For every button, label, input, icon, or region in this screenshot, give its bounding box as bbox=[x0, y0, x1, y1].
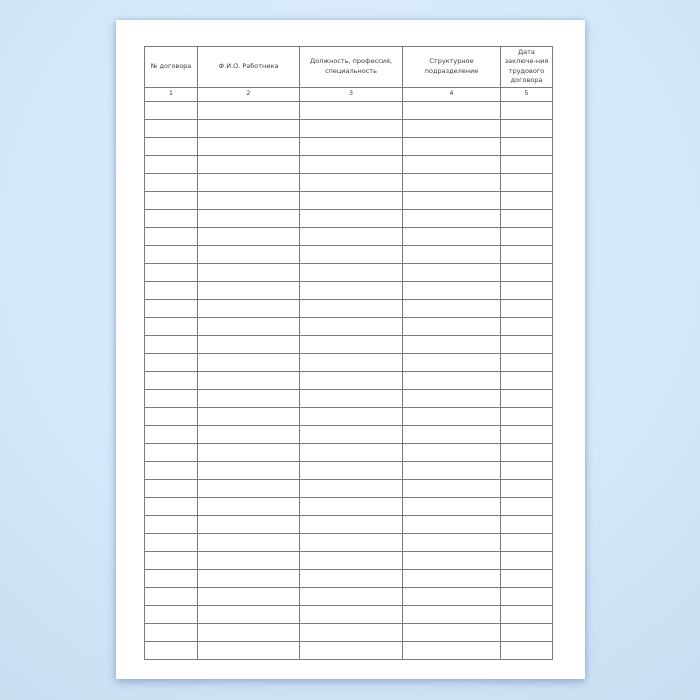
table-row bbox=[145, 173, 553, 191]
table-cell bbox=[300, 443, 403, 461]
table-cell bbox=[403, 371, 501, 389]
table-cell bbox=[145, 623, 198, 641]
table-cell bbox=[198, 605, 300, 623]
table-cell bbox=[145, 371, 198, 389]
table-cell bbox=[501, 497, 553, 515]
table-cell bbox=[300, 497, 403, 515]
table-cell bbox=[501, 533, 553, 551]
table-cell bbox=[300, 479, 403, 497]
table-cell bbox=[300, 137, 403, 155]
table-cell bbox=[403, 281, 501, 299]
table-cell bbox=[403, 227, 501, 245]
table-cell bbox=[300, 587, 403, 605]
table-cell bbox=[403, 209, 501, 227]
table-cell bbox=[300, 155, 403, 173]
table-cell bbox=[403, 515, 501, 533]
table-cell bbox=[403, 569, 501, 587]
table-cell bbox=[403, 263, 501, 281]
table-cell bbox=[501, 407, 553, 425]
table-cell bbox=[501, 443, 553, 461]
table-cell bbox=[300, 227, 403, 245]
table-cell bbox=[403, 605, 501, 623]
table-cell bbox=[300, 551, 403, 569]
table-cell bbox=[403, 299, 501, 317]
table-cell bbox=[501, 173, 553, 191]
table-cell bbox=[403, 551, 501, 569]
table-row bbox=[145, 551, 553, 569]
table-cell bbox=[300, 389, 403, 407]
table-cell bbox=[300, 101, 403, 119]
table-cell bbox=[403, 623, 501, 641]
table-cell bbox=[198, 389, 300, 407]
table-cell bbox=[501, 425, 553, 443]
table-cell bbox=[501, 101, 553, 119]
table-cell bbox=[300, 533, 403, 551]
table-cell bbox=[198, 353, 300, 371]
table-row bbox=[145, 335, 553, 353]
table-cell bbox=[501, 479, 553, 497]
table-cell bbox=[198, 497, 300, 515]
table-cell bbox=[300, 371, 403, 389]
table-row bbox=[145, 533, 553, 551]
table-cell bbox=[501, 371, 553, 389]
table-cell bbox=[501, 227, 553, 245]
table-cell bbox=[501, 137, 553, 155]
table-row bbox=[145, 209, 553, 227]
table-row bbox=[145, 155, 553, 173]
table-cell bbox=[403, 587, 501, 605]
table-cell bbox=[501, 155, 553, 173]
table-cell bbox=[145, 479, 198, 497]
table-cell bbox=[198, 425, 300, 443]
table-cell bbox=[300, 317, 403, 335]
table-cell bbox=[403, 425, 501, 443]
column-header-position: Должность, профессия, специальность bbox=[300, 47, 403, 88]
table-cell bbox=[300, 119, 403, 137]
table-cell bbox=[501, 263, 553, 281]
table-cell bbox=[501, 119, 553, 137]
table-cell bbox=[300, 263, 403, 281]
table-cell bbox=[300, 407, 403, 425]
table-cell bbox=[501, 461, 553, 479]
table-row bbox=[145, 101, 553, 119]
table-cell bbox=[501, 299, 553, 317]
paper-sheet bbox=[116, 20, 585, 679]
table-cell bbox=[145, 497, 198, 515]
table-cell bbox=[403, 317, 501, 335]
contract-register-table bbox=[144, 46, 553, 660]
table-row bbox=[145, 263, 553, 281]
table-cell bbox=[501, 209, 553, 227]
table-row bbox=[145, 191, 553, 209]
table-cell bbox=[403, 155, 501, 173]
table-cell bbox=[145, 551, 198, 569]
table-cell bbox=[145, 461, 198, 479]
table-cell bbox=[145, 263, 198, 281]
table-cell bbox=[300, 569, 403, 587]
table-cell bbox=[145, 569, 198, 587]
column-number: 3 bbox=[300, 87, 403, 101]
table-cell bbox=[501, 335, 553, 353]
table-cell bbox=[501, 623, 553, 641]
table-cell bbox=[198, 137, 300, 155]
column-header-department: Структурное подразделение bbox=[403, 47, 501, 88]
table-cell bbox=[145, 641, 198, 659]
table-cell bbox=[501, 515, 553, 533]
table-cell bbox=[145, 443, 198, 461]
table-cell bbox=[501, 281, 553, 299]
column-number: 4 bbox=[403, 87, 501, 101]
table-row bbox=[145, 443, 553, 461]
table-cell bbox=[145, 389, 198, 407]
table-row bbox=[145, 497, 553, 515]
table-cell bbox=[198, 245, 300, 263]
table-row bbox=[145, 371, 553, 389]
table-cell bbox=[198, 479, 300, 497]
table-cell bbox=[198, 335, 300, 353]
table-cell bbox=[300, 461, 403, 479]
table-cell bbox=[198, 101, 300, 119]
column-header-contract-date: Дата заключе-ния трудового договора bbox=[501, 47, 553, 88]
table-cell bbox=[403, 461, 501, 479]
table-cell bbox=[300, 191, 403, 209]
table-cell bbox=[501, 353, 553, 371]
table-cell bbox=[403, 101, 501, 119]
table-cell bbox=[198, 623, 300, 641]
table-cell bbox=[300, 353, 403, 371]
table-cell bbox=[300, 173, 403, 191]
table-row bbox=[145, 317, 553, 335]
table-cell bbox=[145, 281, 198, 299]
table-cell bbox=[145, 425, 198, 443]
table-cell bbox=[501, 605, 553, 623]
table-cell bbox=[403, 335, 501, 353]
table-cell bbox=[198, 587, 300, 605]
table-cell bbox=[501, 551, 553, 569]
table-cell bbox=[145, 335, 198, 353]
table-cell bbox=[501, 569, 553, 587]
table-row bbox=[145, 353, 553, 371]
table-cell bbox=[145, 101, 198, 119]
table-cell bbox=[403, 245, 501, 263]
table-cell bbox=[403, 119, 501, 137]
table-row bbox=[145, 299, 553, 317]
table-cell bbox=[198, 119, 300, 137]
table-empty-rows bbox=[145, 101, 553, 659]
table-cell bbox=[300, 623, 403, 641]
table-cell bbox=[145, 191, 198, 209]
table-cell bbox=[300, 335, 403, 353]
table-row bbox=[145, 281, 553, 299]
table-cell bbox=[145, 155, 198, 173]
table-cell bbox=[198, 173, 300, 191]
table-cell bbox=[198, 551, 300, 569]
table-row bbox=[145, 623, 553, 641]
column-header-employee-name: Ф.И.О. Работника bbox=[198, 47, 300, 88]
table-cell bbox=[403, 353, 501, 371]
table-row bbox=[145, 641, 553, 659]
table-row bbox=[145, 605, 553, 623]
table-cell bbox=[403, 407, 501, 425]
table-row bbox=[145, 425, 553, 443]
table-cell bbox=[198, 209, 300, 227]
table-row bbox=[145, 407, 553, 425]
table-header-row bbox=[145, 47, 553, 88]
column-header-contract-number: № договора bbox=[145, 47, 198, 88]
table-cell bbox=[300, 425, 403, 443]
table-cell bbox=[198, 155, 300, 173]
table-cell bbox=[145, 533, 198, 551]
table-cell bbox=[501, 245, 553, 263]
table-cell bbox=[145, 227, 198, 245]
column-number: 1 bbox=[145, 87, 198, 101]
table-row bbox=[145, 137, 553, 155]
table-cell bbox=[198, 443, 300, 461]
table-cell bbox=[198, 227, 300, 245]
column-number: 2 bbox=[198, 87, 300, 101]
table-row bbox=[145, 515, 553, 533]
table-cell bbox=[198, 317, 300, 335]
table-cell bbox=[145, 173, 198, 191]
table-cell bbox=[145, 317, 198, 335]
table-cell bbox=[198, 299, 300, 317]
table-cell bbox=[300, 515, 403, 533]
table-row bbox=[145, 389, 553, 407]
table-cell bbox=[198, 533, 300, 551]
table-cell bbox=[403, 137, 501, 155]
table-cell bbox=[145, 137, 198, 155]
table-row bbox=[145, 569, 553, 587]
table-cell bbox=[403, 389, 501, 407]
table-cell bbox=[403, 443, 501, 461]
table-cell bbox=[198, 407, 300, 425]
table-cell bbox=[300, 605, 403, 623]
table-cell bbox=[198, 191, 300, 209]
table-cell bbox=[403, 479, 501, 497]
table-cell bbox=[145, 605, 198, 623]
table-cell bbox=[145, 119, 198, 137]
table-cell bbox=[403, 497, 501, 515]
table-cell bbox=[300, 245, 403, 263]
table-cell bbox=[403, 533, 501, 551]
table-row bbox=[145, 119, 553, 137]
table-cell bbox=[501, 587, 553, 605]
table-cell bbox=[501, 641, 553, 659]
table-cell bbox=[145, 587, 198, 605]
table-cell bbox=[501, 317, 553, 335]
table-cell bbox=[145, 209, 198, 227]
table-cell bbox=[403, 191, 501, 209]
column-numbers-row bbox=[145, 87, 553, 101]
table-cell bbox=[501, 389, 553, 407]
table-row bbox=[145, 245, 553, 263]
table-cell bbox=[198, 515, 300, 533]
table-row bbox=[145, 227, 553, 245]
table-cell bbox=[501, 191, 553, 209]
table-cell bbox=[145, 245, 198, 263]
table-cell bbox=[403, 641, 501, 659]
table-cell bbox=[198, 263, 300, 281]
table-cell bbox=[145, 515, 198, 533]
table-cell bbox=[145, 353, 198, 371]
table-row bbox=[145, 461, 553, 479]
table-cell bbox=[198, 371, 300, 389]
table-cell bbox=[300, 641, 403, 659]
table-cell bbox=[300, 209, 403, 227]
table-cell bbox=[300, 299, 403, 317]
table-row bbox=[145, 587, 553, 605]
table-row bbox=[145, 479, 553, 497]
table-cell bbox=[403, 173, 501, 191]
table-cell bbox=[145, 407, 198, 425]
table-cell bbox=[300, 281, 403, 299]
column-number: 5 bbox=[501, 87, 553, 101]
table-cell bbox=[198, 569, 300, 587]
table-cell bbox=[198, 281, 300, 299]
table-cell bbox=[198, 461, 300, 479]
table-cell bbox=[145, 299, 198, 317]
table-cell bbox=[198, 641, 300, 659]
